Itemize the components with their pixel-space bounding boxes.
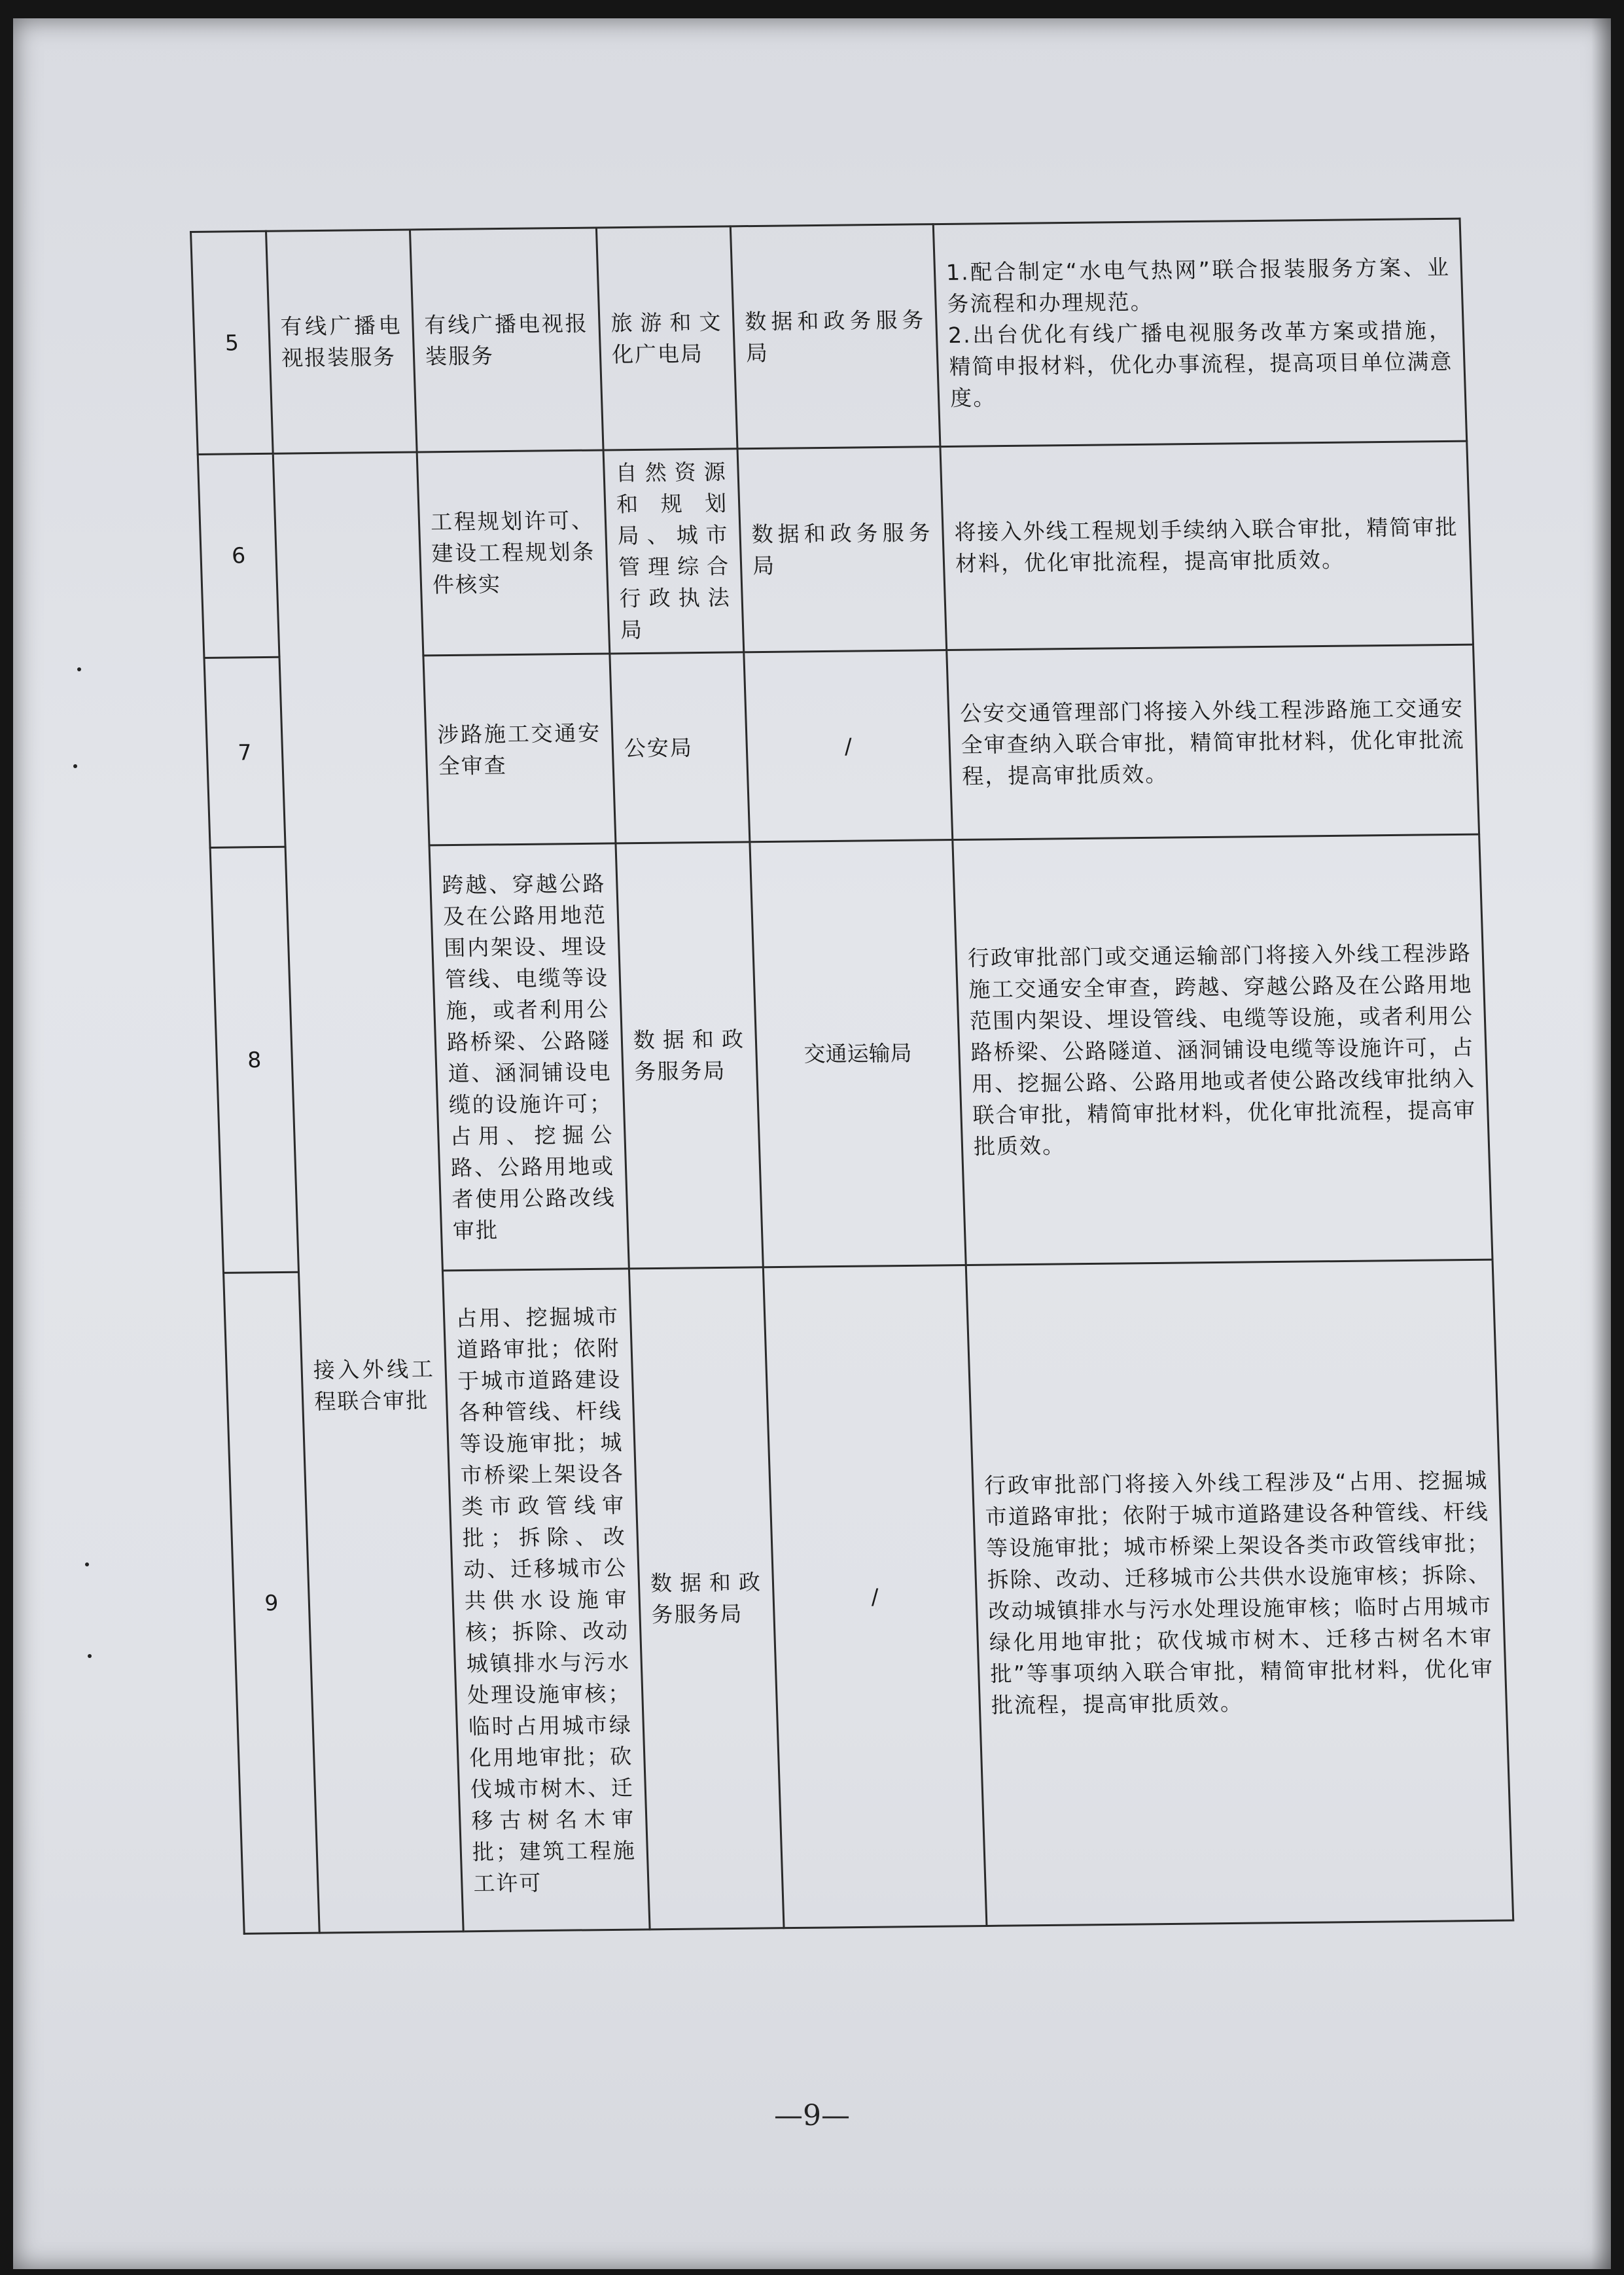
- row-number: 5: [191, 231, 274, 454]
- merged-item-cell: 接入外线工程联合审批: [273, 452, 463, 1933]
- row-number: 8: [210, 847, 298, 1273]
- table-row: [198, 441, 1473, 658]
- margin-speck: [85, 1562, 89, 1566]
- lead-dept-cell: 旅游和文化广电局: [596, 226, 737, 450]
- assist-dept-cell: 数据和政务服务局: [730, 224, 940, 449]
- approval-table: [190, 218, 1514, 1935]
- assist-dept-cell: /: [744, 650, 953, 842]
- measure-cell: 公安交通管理部门将接入外线工程涉路施工交通安全审查纳入联合审批，精简审批材料，优化审批流程，提高审批质效。: [947, 644, 1479, 839]
- paper-shadow-edge: [1591, 18, 1611, 2269]
- assist-dept-cell: /: [763, 1265, 987, 1928]
- row-number: 6: [198, 453, 279, 658]
- subitem-cell: 占用、挖掘城市道路审批；依附于城市道路建设各种管线、杆线等设施审批；城市桥梁上架设各类市政管线审批；拆除、改动、迁移城市公共供水设施审核；拆除、改动城镇排水与污水处理设施审核；临时占用城市绿化用地审批；砍伐城市树木、迁移古树名木审批；建筑工程施工许可: [442, 1269, 650, 1931]
- subitem-cell: 跨越、穿越公路及在公路用地范围内架设、埋设管线、电缆等设施，或者利用公路桥梁、公路隧道、涵洞铺设电缆的设施许可；占用、挖掘公路、公路用地或者使用公路改线审批: [429, 843, 629, 1271]
- margin-speck: [77, 667, 81, 671]
- subitem-cell: 有线广播电视报装服务: [410, 228, 603, 452]
- assist-dept-cell: 交通运输局: [750, 840, 966, 1267]
- assist-dept-cell: 数据和政务服务局: [737, 447, 947, 652]
- subitem-cell: 涉路施工交通安全审查: [423, 654, 616, 845]
- measure-cell: 将接入外线工程规划手续纳入联合审批，精简审批材料，优化审批流程，提高审批质效。: [940, 441, 1474, 650]
- measure-cell: 行政审批部门或交通运输部门将接入外线工程涉路施工交通安全审查，跨越、穿越公路及在公路用地范围内架设、埋设管线、电缆等设施，或者利用公路桥梁、公路隧道、涵洞铺设电缆等设施许可，占用、挖掘公路、公路用地或者使公路改线审批纳入联合审批，精简审批材料，优化审批流程，提高审批质效。: [953, 834, 1492, 1265]
- lead-dept-cell: 数据和政务服务局: [629, 1267, 784, 1930]
- measure-cell: 1.配合制定“水电气热网”联合报装服务方案、业务流程和办理规范。 2.出台优化有线广播电视服务改革方案或措施，精简申报材料，优化办事流程，提高项目单位满意度。: [933, 219, 1466, 446]
- lead-dept-cell: 自然资源和规划局、城市管理综合行政执法局: [603, 449, 744, 654]
- row-number: 7: [204, 657, 285, 847]
- page-number: —9—: [774, 2099, 850, 2132]
- row-number: 9: [224, 1272, 320, 1933]
- paper-sheet: [13, 18, 1611, 2269]
- measure-cell: 行政审批部门将接入外线工程涉及“占用、挖掘城市道路审批；依附于城市道路建设各种管线、杆线等设施审批；城市桥梁上架设各类市政管线审批；拆除、改动、迁移城市公共供水设施审核；拆除、改动城镇排水与污水处理设施审核；临时占用城市绿化用地审批；砍伐城市树木、迁移古树名木审批”等事项纳入联合审批，精简审批材料，优化审批流程，提高审批质效。: [966, 1260, 1513, 1926]
- table-row: [191, 219, 1467, 454]
- margin-speck: [88, 1654, 92, 1658]
- subitem-cell: 工程规划许可、建设工程规划条件核实: [417, 450, 610, 656]
- margin-speck: [73, 764, 77, 768]
- lead-dept-cell: 数据和政务服务局: [616, 842, 763, 1269]
- lead-dept-cell: 公安局: [610, 652, 750, 843]
- item-cell: 有线广播电视报装服务: [266, 230, 417, 453]
